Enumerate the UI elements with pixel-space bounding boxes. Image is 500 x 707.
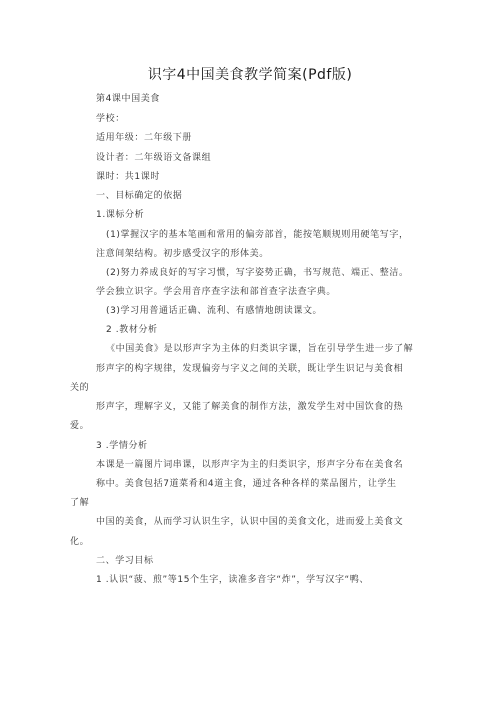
designer-line: 设计者：二年级语文备课组 [96,153,212,163]
school-line: 学校： [96,114,125,124]
lesson-name: 第4课中国美食 [96,94,160,104]
paragraph-line: 注意间架结构。初步感受汉字的形体美。 [96,249,269,259]
paragraph-line: (3)学习用普通话正确、流利、有感情地朗读课文。 [106,306,323,316]
document-title: 识字4中国美食教学简案(Pdf版) [147,67,353,83]
paragraph-line: 了解 [70,498,90,508]
subheading-3: 3 .学情分析 [96,441,148,451]
period-line: 课时：共1课时 [96,172,160,182]
paragraph-line: 形声字的构字规律，发现偏旁与字义之间的关联，既让学生识记与美食相 [96,364,404,374]
paragraph-line: (2)努力养成良好的写字习惯，写字姿势正确，书写规范、端正、整洁。 [106,268,409,278]
paragraph-line: 爱。 [70,421,90,431]
paragraph-line: 《中国美食》是以形声字为主体的归类识字课，旨在引导学生进一步了解 [106,344,414,354]
grade-line: 适用年级：二年级下册 [96,133,193,143]
paragraph-line: 化。 [70,537,90,547]
paragraph-line: 关的 [70,383,90,393]
paragraph-line: 1 .认识“菠、煎”等15个生字，读准多音字“炸”，学写汉字“鸭、 [96,575,370,585]
paragraph-line: (1)掌握汉字的基本笔画和常用的偏旁部首，能按笔顺规则用硬笔写字， [106,230,409,240]
section-heading-2: 二、学习目标 [96,556,154,566]
paragraph-line: 形声字，理解字义，又能了解美食的制作方法，激发学生对中国饮食的热 [96,402,404,412]
paragraph-line: 中国的美食，从而学习认识生字，认识中国的美食文化，进而爱上美食文 [96,517,404,527]
subheading-2: 2 .教材分析 [106,325,158,335]
subheading-1: 1.课标分析 [96,210,145,220]
paragraph-line: 称中。美食包括7道菜肴和4道主食，通过各种各样的菜品图片，让学生 [96,479,397,489]
section-heading-1: 一、目标确定的依据 [96,191,183,201]
paragraph-line: 本课是一篇图片词串课，以形声字为主的归类识字，形声字分布在美食名 [96,460,404,470]
paragraph-line: 学会独立识字。学会用音序查字法和部首查字法查字典。 [96,287,337,297]
